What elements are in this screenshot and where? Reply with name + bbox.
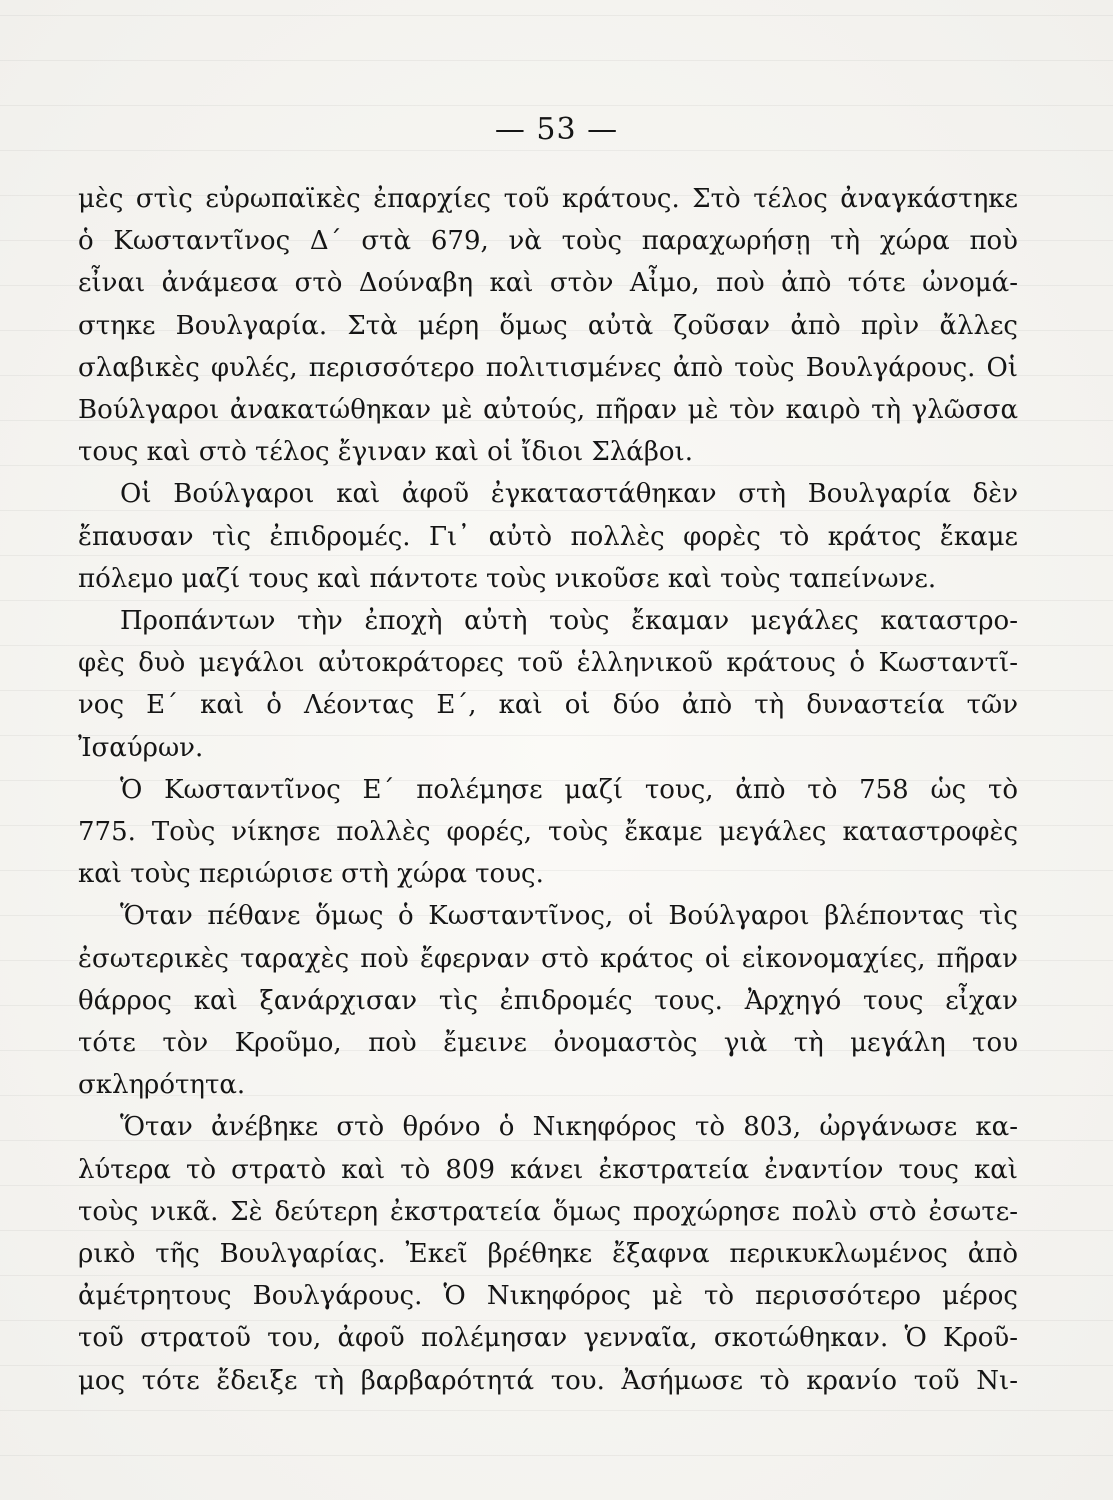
- body-text: [78, 178, 1018, 1402]
- text-line: καὶ τοὺς περιώρισε στὴ χώρα τους.: [78, 859, 544, 890]
- text-line: στηκε Βουλγαρία. Στὰ μέρη ὅμως αὐτὰ ζοῦσαν ἀπὸ πρὶν ἄλλες: [78, 310, 1018, 341]
- text-line: φὲς δυὸ μεγάλοι αὐτοκράτορες τοῦ ἑλληνικοῦ κράτους ὁ Κωσταντῖ-: [78, 648, 1018, 679]
- text-line: λύτερα τὸ στρατὸ καὶ τὸ 809 κάνει ἐκστρατεία ἐναντίον τους καὶ: [78, 1154, 1018, 1185]
- text-line: Ὅταν πέθανε ὅμως ὁ Κωσταντῖνος, οἱ Βούλγαροι βλέποντας τὶς: [120, 901, 1018, 932]
- text-line: Βούλγαροι ἀνακατώθηκαν μὲ αὐτούς, πῆραν μὲ τὸν καιρὸ τὴ γλῶσσα: [78, 395, 1018, 426]
- text-line: ἔπαυσαν τὶς ἐπιδρομές. Γι᾽ αὐτὸ πολλὲς φορὲς τὸ κράτος ἔκαμε: [78, 521, 1018, 552]
- text-line: Ὁ Κωσταντῖνος Ε΄ πολέμησε μαζί τους, ἀπὸ τὸ 758 ὡς τὸ: [120, 774, 1018, 805]
- page-number: — 53 —: [494, 112, 619, 147]
- text-line: ἀμέτρητους Βουλγάρους. Ὁ Νικηφόρος μὲ τὸ περισσότερο μέρος: [78, 1281, 1018, 1312]
- text-line: μος τότε ἔδειξε τὴ βαρβαρότητά του. Ἀσήμωσε τὸ κρανίο τοῦ Νι-: [78, 1365, 1018, 1396]
- text-line: Ἰσαύρων.: [78, 732, 204, 763]
- text-line: 775. Τοὺς νίκησε πολλὲς φορές, τοὺς ἔκαμε μεγάλες καταστροφὲς: [78, 817, 1018, 848]
- text-line: τοῦ στρατοῦ του, ἀφοῦ πολέμησαν γενναῖα, σκοτώθηκαν. Ὁ Κροῦ-: [78, 1323, 1018, 1354]
- text-line: μὲς στὶς εὐρωπαϊκὲς ἐπαρχίες τοῦ κράτους. Στὸ τέλος ἀναγκάστηκε: [78, 184, 1018, 214]
- text-line: εἶναι ἀνάμεσα στὸ Δούναβη καὶ στὸν Αἶμο, ποὺ ἀπὸ τότε ὠνομά-: [78, 268, 1018, 299]
- text-line: ὁ Κωσταντῖνος Δ΄ στὰ 679, νὰ τοὺς παραχωρήσῃ τὴ χώρα ποὺ: [78, 226, 1018, 257]
- text-line: σλαβικὲς φυλές, περισσότερο πολιτισμένες ἀπὸ τοὺς Βουλγάρους. Οἱ: [78, 352, 1018, 383]
- text-line: ἐσωτερικὲς ταραχὲς ποὺ ἔφερναν στὸ κράτος οἱ εἰκονομαχίες, πῆραν: [78, 943, 1018, 974]
- text-line: Προπάντων τὴν ἐποχὴ αὐτὴ τοὺς ἔκαμαν μεγάλες καταστρο-: [120, 606, 1018, 637]
- text-line: ρικὸ τῆς Βουλγαρίας. Ἐκεῖ βρέθηκε ἔξαφνα περικυκλωμένος ἀπὸ: [78, 1239, 1018, 1270]
- text-line: τότε τὸν Κροῦμο, ποὺ ἔμεινε ὀνομαστὸς γιὰ τὴ μεγάλη του: [78, 1028, 1018, 1059]
- text-line: Οἱ Βούλγαροι καὶ ἀφοῦ ἐγκαταστάθηκαν στὴ Βουλγαρία δὲν: [120, 479, 1018, 510]
- text-line: πόλεμο μαζί τους καὶ πάντοτε τοὺς νικοῦσε καὶ τοὺς ταπείνωνε.: [78, 563, 937, 594]
- text-line: Ὅταν ἀνέβηκε στὸ θρόνο ὁ Νικηφόρος τὸ 803, ὠργάνωσε κα-: [120, 1112, 1018, 1143]
- text-line: νος Ε΄ καὶ ὁ Λέοντας Ε΄, καὶ οἱ δύο ἀπὸ τὴ δυναστεία τῶν: [78, 690, 1018, 721]
- text-line: τους καὶ στὸ τέλος ἔγιναν καὶ οἱ ἴδιοι Σλάβοι.: [78, 437, 694, 468]
- text-line: θάρρος καὶ ξανάρχισαν τὶς ἐπιδρομές τους. Ἀρχηγό τους εἶχαν: [78, 985, 1018, 1016]
- text-line: τοὺς νικᾶ. Σὲ δεύτερη ἐκστρατεία ὅμως προχώρησε πολὺ στὸ ἐσωτε-: [78, 1196, 1018, 1227]
- text-line: σκληρότητα.: [78, 1070, 246, 1101]
